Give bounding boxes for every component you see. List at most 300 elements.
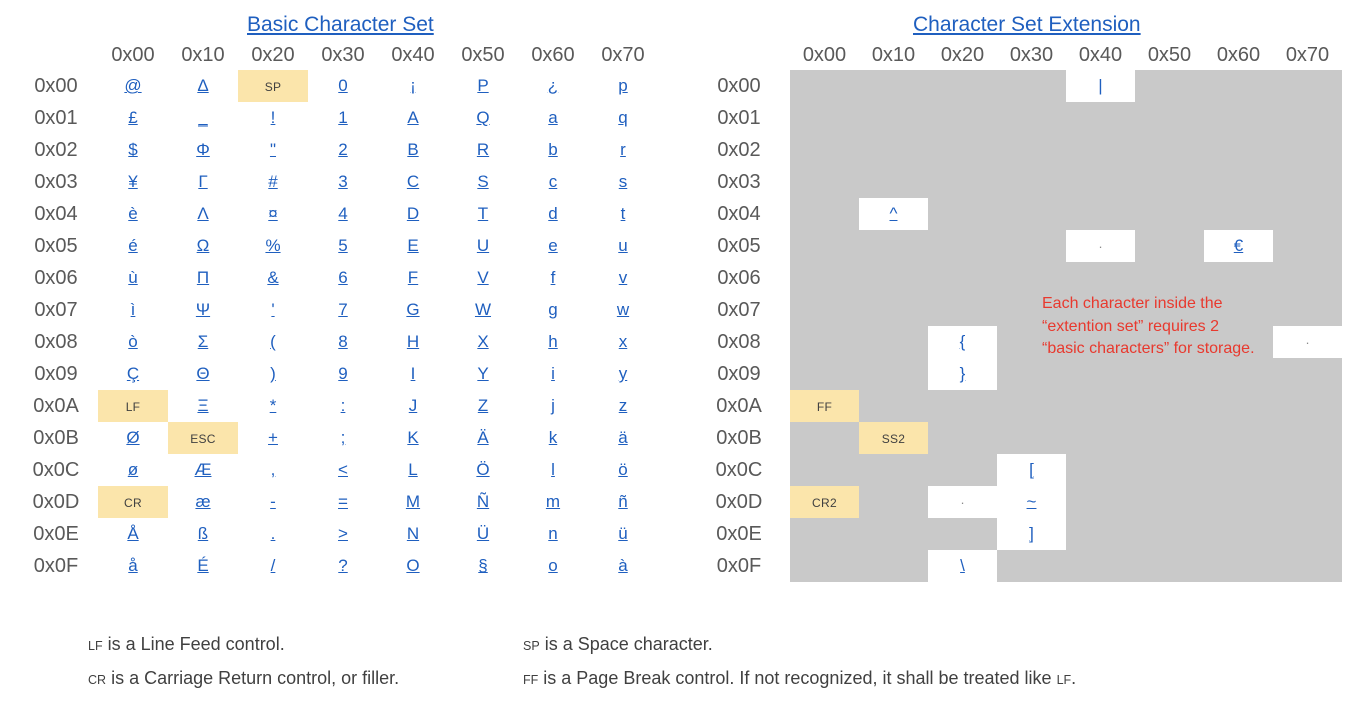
basic-cell [168, 70, 238, 102]
basic-cell [168, 198, 238, 230]
extension-cell [790, 102, 859, 134]
basic-glyph: z [618, 396, 628, 415]
basic-glyph: 4 [338, 204, 348, 223]
basic-row-header: 0x03 [34, 170, 78, 193]
legend-ff-text-b: . [1071, 668, 1077, 688]
basic-cell [588, 390, 658, 422]
basic-glyph: E [407, 236, 419, 255]
extension-column-header: 0x70 [1285, 43, 1330, 66]
extension-cell [859, 326, 928, 358]
basic-cell [378, 294, 448, 326]
basic-cell [168, 550, 238, 582]
basic-glyph: Ψ [195, 300, 211, 319]
basic-glyph: b [548, 140, 558, 159]
basic-glyph: Δ [197, 76, 209, 95]
extension-row [688, 198, 1342, 230]
extension-column-header: 0x30 [1009, 43, 1054, 66]
basic-row [14, 294, 658, 326]
basic-glyph: LF [125, 400, 141, 414]
basic-glyph: Ω [196, 236, 210, 255]
extension-cell [1204, 262, 1273, 294]
basic-glyph: ESC [190, 432, 216, 446]
legend-lf-text: is a Line Feed control. [102, 634, 285, 654]
basic-cell [448, 390, 518, 422]
basic-cell [98, 454, 168, 486]
extension-cell [1273, 326, 1342, 358]
basic-cell [98, 486, 168, 518]
legend-page-break [523, 668, 1076, 689]
legend-sp-text: is a Space character. [539, 634, 713, 654]
extension-cell [928, 294, 997, 326]
basic-glyph: 8 [338, 332, 348, 351]
basic-glyph: ( [270, 332, 276, 351]
basic-cell [448, 550, 518, 582]
basic-cell [588, 262, 658, 294]
basic-cell [98, 326, 168, 358]
basic-cell [168, 422, 238, 454]
extension-row-header: 0x08 [717, 330, 761, 353]
extension-cell [997, 198, 1066, 230]
basic-cell [588, 70, 658, 102]
basic-glyph: % [265, 236, 281, 255]
basic-cell [168, 390, 238, 422]
basic-glyph: Æ [194, 460, 212, 479]
basic-cell [448, 518, 518, 550]
legend-cr-text: is a Carriage Return control, or filler. [106, 668, 400, 688]
basic-glyph: Y [477, 364, 489, 383]
extension-cell [790, 422, 859, 454]
basic-row-header: 0x0C [32, 458, 80, 481]
basic-glyph: s [618, 172, 628, 191]
basic-cell [98, 550, 168, 582]
basic-cell [588, 358, 658, 390]
basic-glyph: * [269, 396, 277, 415]
extension-cell [1135, 230, 1204, 262]
basic-cell [588, 486, 658, 518]
basic-cell [308, 422, 378, 454]
basic-cell [168, 166, 238, 198]
basic-cell [98, 518, 168, 550]
extension-cell [790, 454, 859, 486]
extension-cell [997, 550, 1066, 582]
basic-cell [588, 230, 658, 262]
extension-charset-title: Character Set Extension [913, 13, 1141, 36]
extension-row-header: 0x0B [716, 426, 762, 449]
extension-cell [1066, 198, 1135, 230]
extension-cell [1135, 102, 1204, 134]
basic-glyph: ù [128, 268, 138, 287]
extension-cell [1273, 294, 1342, 326]
extension-cell [1066, 166, 1135, 198]
extension-cell [928, 422, 997, 454]
basic-cell [518, 230, 588, 262]
extension-glyph: { [959, 332, 966, 351]
basic-cell [448, 70, 518, 102]
basic-charset-table [14, 40, 658, 582]
basic-cell [448, 486, 518, 518]
extension-cell [1135, 358, 1204, 390]
extension-cell [1066, 230, 1135, 262]
extension-cell [1135, 166, 1204, 198]
basic-cell [308, 166, 378, 198]
extension-glyph: · [1305, 335, 1310, 350]
basic-glyph: ì [130, 300, 136, 319]
basic-glyph: SP [264, 80, 282, 94]
basic-glyph: ' [271, 300, 275, 319]
extension-cell [1204, 134, 1273, 166]
basic-cell [378, 486, 448, 518]
basic-cell [238, 198, 308, 230]
basic-cell [168, 486, 238, 518]
basic-glyph: < [338, 460, 348, 479]
extension-cell [928, 230, 997, 262]
basic-cell [168, 102, 238, 134]
extension-cell [790, 326, 859, 358]
extension-cell [859, 294, 928, 326]
extension-row [688, 230, 1342, 262]
basic-cell [448, 294, 518, 326]
extension-row-header: 0x0F [716, 554, 762, 577]
basic-cell [98, 102, 168, 134]
basic-cell [308, 550, 378, 582]
basic-row [14, 70, 658, 102]
basic-cell [308, 262, 378, 294]
basic-glyph: P [477, 76, 489, 95]
extension-cell [1135, 550, 1204, 582]
extension-cell [928, 454, 997, 486]
legend-carriage-return [88, 668, 399, 689]
extension-column-header: 0x20 [940, 43, 985, 66]
extension-cell [928, 518, 997, 550]
basic-cell [308, 358, 378, 390]
basic-glyph: i [551, 364, 555, 383]
basic-glyph: e [548, 236, 558, 255]
extension-cell [1273, 198, 1342, 230]
extension-column-header-row [688, 40, 1342, 70]
basic-cell [448, 230, 518, 262]
basic-cell [98, 390, 168, 422]
extension-row-header: 0x0A [716, 394, 762, 417]
extension-cell [928, 390, 997, 422]
extension-cell [859, 102, 928, 134]
basic-glyph: M [405, 492, 421, 511]
basic-glyph: g [548, 300, 558, 319]
basic-cell [448, 102, 518, 134]
basic-glyph: ø [127, 460, 139, 479]
basic-cell [168, 326, 238, 358]
extension-cell [859, 422, 928, 454]
basic-cell [308, 454, 378, 486]
basic-glyph: ¥ [128, 172, 138, 191]
basic-cell [378, 262, 448, 294]
basic-cell [518, 326, 588, 358]
extension-cell [997, 358, 1066, 390]
basic-cell [98, 198, 168, 230]
basic-cell [308, 486, 378, 518]
extension-cell [859, 134, 928, 166]
basic-row-header: 0x08 [34, 330, 78, 353]
basic-glyph: Ø [126, 428, 140, 447]
extension-row-header: 0x04 [717, 202, 761, 225]
extension-cell [928, 134, 997, 166]
extension-glyph: ~ [1026, 492, 1037, 511]
extension-cell [790, 70, 859, 102]
extension-cell [1135, 134, 1204, 166]
basic-cell [588, 198, 658, 230]
basic-row [14, 486, 658, 518]
basic-glyph: ¡ [410, 76, 416, 95]
basic-glyph: Θ [196, 364, 210, 383]
basic-cell [448, 358, 518, 390]
basic-cell [98, 166, 168, 198]
extension-row-header: 0x03 [717, 170, 761, 193]
extension-cell [859, 166, 928, 198]
basic-cell [518, 198, 588, 230]
basic-row-header: 0x02 [34, 138, 78, 161]
basic-cell [588, 294, 658, 326]
basic-cell [378, 518, 448, 550]
basic-row [14, 166, 658, 198]
extension-cell [997, 134, 1066, 166]
extension-cell [997, 486, 1066, 518]
extension-cell [928, 70, 997, 102]
basic-glyph: 1 [338, 108, 348, 127]
basic-glyph: Π [196, 268, 210, 287]
basic-glyph: n [548, 524, 558, 543]
extension-cell [1066, 390, 1135, 422]
basic-cell [518, 486, 588, 518]
extension-cell [1204, 390, 1273, 422]
basic-row [14, 102, 658, 134]
basic-row-header: 0x0F [33, 554, 79, 577]
extension-cell [1273, 358, 1342, 390]
basic-glyph: p [618, 76, 628, 95]
extension-glyph: FF [816, 400, 833, 414]
basic-glyph: ¿ [547, 76, 559, 95]
extension-cell [1135, 262, 1204, 294]
basic-glyph: v [618, 268, 628, 287]
basic-glyph: _ [198, 108, 208, 127]
basic-glyph: ¤ [268, 204, 278, 223]
basic-glyph: R [476, 140, 490, 159]
basic-glyph: 9 [338, 364, 348, 383]
extension-cell [997, 454, 1066, 486]
extension-cell [790, 230, 859, 262]
extension-cell [1204, 230, 1273, 262]
extension-cell [1135, 454, 1204, 486]
extension-cell [859, 486, 928, 518]
basic-cell [238, 422, 308, 454]
extension-cell [1273, 70, 1342, 102]
basic-cell [238, 230, 308, 262]
extension-row [688, 550, 1342, 582]
extension-cell [1066, 102, 1135, 134]
basic-cell [238, 70, 308, 102]
extension-cell [1066, 454, 1135, 486]
basic-cell [378, 422, 448, 454]
basic-row-header: 0x01 [34, 106, 78, 129]
basic-cell [588, 422, 658, 454]
extension-cell [928, 262, 997, 294]
basic-glyph: 7 [338, 300, 348, 319]
legend-ff-abbr2: LF [1056, 673, 1072, 687]
extension-row [688, 134, 1342, 166]
extension-cell [1204, 358, 1273, 390]
basic-column-header: 0x50 [461, 43, 505, 66]
extension-cell [1066, 134, 1135, 166]
basic-cell [378, 198, 448, 230]
extension-cell [859, 518, 928, 550]
extension-row-header: 0x06 [717, 266, 761, 289]
basic-glyph: A [407, 108, 419, 127]
basic-row-header: 0x04 [34, 202, 78, 225]
extension-cell [1135, 70, 1204, 102]
basic-glyph: ö [618, 460, 628, 479]
basic-cell [378, 134, 448, 166]
extension-cell [790, 294, 859, 326]
basic-cell [168, 230, 238, 262]
extension-cell [790, 198, 859, 230]
basic-glyph: ò [128, 332, 138, 351]
basic-glyph: Q [476, 108, 490, 127]
extension-cell [1273, 262, 1342, 294]
extension-cell [928, 358, 997, 390]
basic-glyph: 6 [338, 268, 348, 287]
basic-glyph: C [406, 172, 420, 191]
basic-row [14, 326, 658, 358]
basic-cell [238, 166, 308, 198]
basic-cell [588, 454, 658, 486]
basic-cell [518, 454, 588, 486]
extension-corner-cell [688, 40, 790, 70]
basic-cell [308, 390, 378, 422]
basic-cell [238, 358, 308, 390]
extension-cell [859, 262, 928, 294]
basic-cell [98, 358, 168, 390]
basic-cell [168, 518, 238, 550]
basic-cell [378, 230, 448, 262]
extension-row-header: 0x02 [717, 138, 761, 161]
basic-glyph: V [477, 268, 489, 287]
basic-cell [238, 486, 308, 518]
basic-charset-title: Basic Character Set [247, 13, 434, 36]
basic-glyph: S [477, 172, 489, 191]
extension-row [688, 518, 1342, 550]
basic-column-header: 0x20 [251, 43, 295, 66]
extension-row [688, 262, 1342, 294]
basic-glyph: £ [128, 108, 138, 127]
basic-cell [238, 518, 308, 550]
extension-row [688, 70, 1342, 102]
basic-glyph: / [270, 556, 276, 575]
extension-row-header: 0x01 [717, 106, 761, 129]
basic-cell [168, 294, 238, 326]
extension-column-header: 0x50 [1147, 43, 1192, 66]
extension-row [688, 166, 1342, 198]
extension-glyph: € [1233, 236, 1244, 255]
basic-cell [448, 262, 518, 294]
extension-cell [997, 262, 1066, 294]
basic-row-header: 0x0E [33, 522, 79, 545]
basic-cell [168, 454, 238, 486]
legend-ff-text-a: is a Page Break control. If not recognized, it shall be treated like [538, 668, 1057, 688]
basic-cell [588, 518, 658, 550]
basic-column-header: 0x60 [531, 43, 575, 66]
extension-cell [1066, 486, 1135, 518]
basic-glyph: W [474, 300, 492, 319]
basic-glyph: o [548, 556, 558, 575]
extension-cell [859, 550, 928, 582]
basic-glyph: T [477, 204, 489, 223]
basic-glyph: Φ [196, 140, 210, 159]
extension-cell [1273, 454, 1342, 486]
basic-row [14, 230, 658, 262]
basic-glyph: 0 [338, 76, 348, 95]
basic-cell [448, 198, 518, 230]
extension-cell [997, 390, 1066, 422]
basic-cell [238, 134, 308, 166]
basic-glyph: ä [618, 428, 628, 447]
basic-glyph: J [408, 396, 418, 415]
extension-row-header: 0x0C [715, 458, 763, 481]
basic-cell [518, 134, 588, 166]
basic-cell [168, 134, 238, 166]
extension-glyph: · [1098, 239, 1103, 254]
extension-cell [859, 454, 928, 486]
basic-glyph: , [270, 460, 276, 479]
basic-glyph: & [267, 268, 279, 287]
basic-glyph: Ç [126, 364, 140, 383]
basic-row-header: 0x0D [32, 490, 80, 513]
basic-row-header: 0x00 [34, 74, 78, 97]
basic-glyph: Γ [198, 172, 208, 191]
extension-cell [1273, 134, 1342, 166]
extension-cell [1204, 198, 1273, 230]
basic-glyph: k [548, 428, 558, 447]
extension-column-header: 0x60 [1216, 43, 1261, 66]
basic-cell [238, 390, 308, 422]
basic-column-header: 0x10 [181, 43, 225, 66]
basic-glyph: = [338, 492, 348, 511]
extension-row [688, 390, 1342, 422]
basic-cell [518, 518, 588, 550]
basic-cell [308, 70, 378, 102]
basic-cell [308, 230, 378, 262]
extension-row-header: 0x05 [717, 234, 761, 257]
extension-cell [997, 518, 1066, 550]
legend-cr-abbr: CR [88, 673, 107, 687]
extension-cell [1273, 422, 1342, 454]
extension-row-header: 0x0E [716, 522, 762, 545]
basic-cell [378, 166, 448, 198]
basic-glyph: w [616, 300, 630, 319]
basic-glyph: H [406, 332, 420, 351]
extension-cell [1204, 518, 1273, 550]
extension-cell [1204, 70, 1273, 102]
basic-glyph: " [269, 140, 277, 159]
basic-row [14, 198, 658, 230]
extension-cell [1273, 550, 1342, 582]
basic-row-header: 0x09 [34, 362, 78, 385]
basic-glyph: Å [127, 524, 139, 543]
basic-glyph: à [618, 556, 628, 575]
basic-glyph: y [618, 364, 628, 383]
basic-glyph: è [128, 204, 138, 223]
basic-glyph: CR [124, 496, 142, 510]
extension-glyph: ^ [889, 204, 898, 223]
basic-glyph: Ξ [197, 396, 209, 415]
basic-cell [308, 518, 378, 550]
